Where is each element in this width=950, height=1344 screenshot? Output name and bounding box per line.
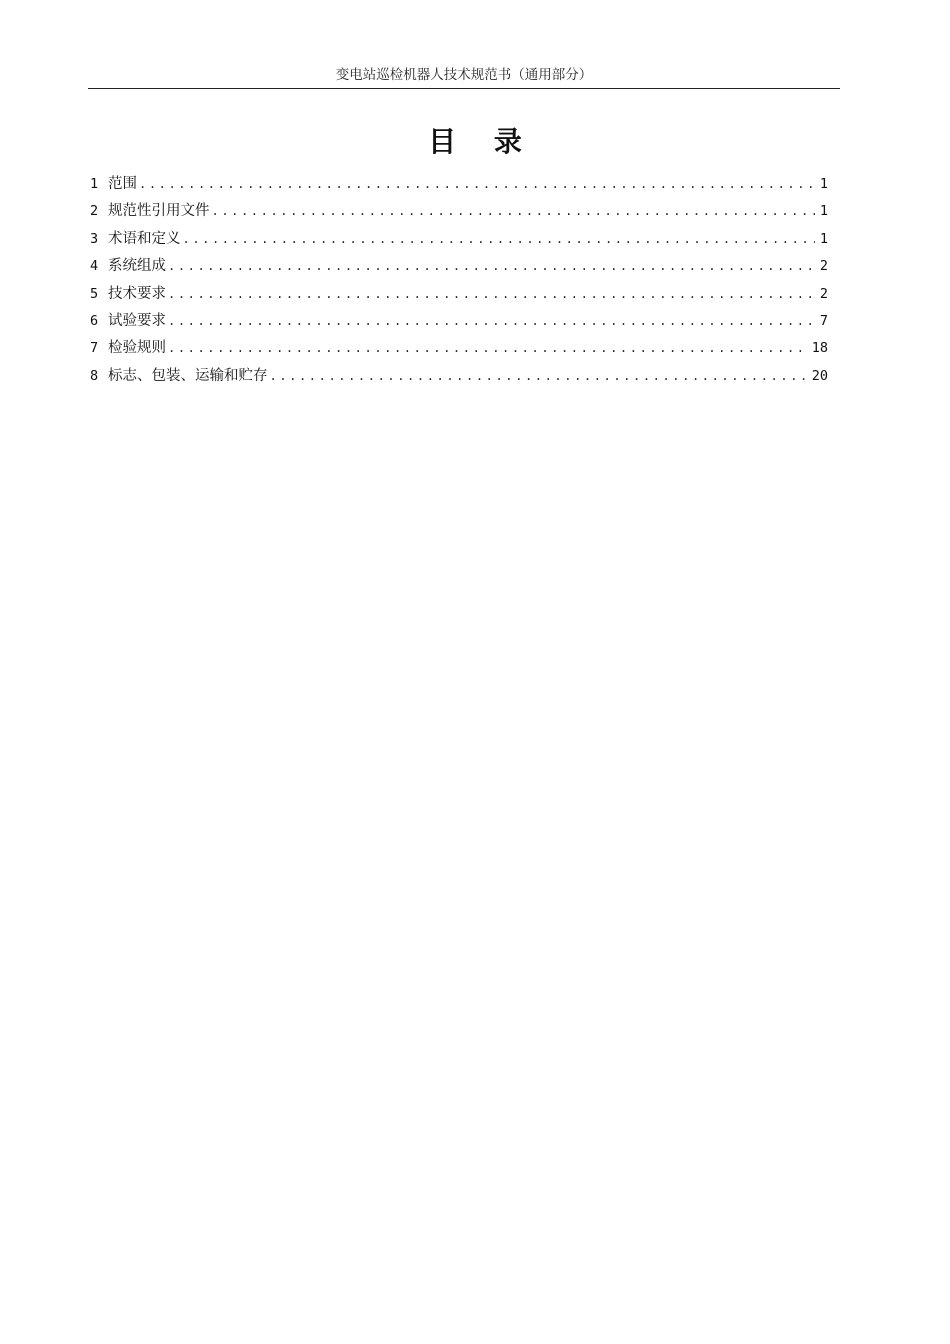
toc-entry-number: 1 xyxy=(90,176,99,192)
dot-leader xyxy=(168,309,815,333)
toc-entry-6[interactable] xyxy=(90,309,828,336)
toc-entry-page: 20 xyxy=(811,367,828,384)
toc-entry-5[interactable] xyxy=(90,282,828,309)
dot-leader xyxy=(212,199,816,223)
toc-entry-page: 1 xyxy=(819,203,828,220)
toc-entry-number: 6 xyxy=(90,312,99,329)
toc-entry-number: 8 xyxy=(90,367,99,384)
toc-entry-title: 标志、包装、运输和贮存 xyxy=(108,367,268,384)
dot-leader xyxy=(168,336,809,360)
toc-entry-page: 1 xyxy=(819,176,828,192)
toc-entry-title: 术语和定义 xyxy=(108,230,181,247)
dot-leader xyxy=(168,254,815,278)
toc-entry-number: 3 xyxy=(90,230,99,247)
table-of-contents xyxy=(90,172,828,391)
toc-entry-4[interactable] xyxy=(90,254,828,281)
toc-entry-title: 范围 xyxy=(108,176,137,192)
toc-entry-3[interactable] xyxy=(90,227,828,254)
toc-entry-number: 7 xyxy=(90,340,99,357)
toc-entry-number: 4 xyxy=(90,258,99,275)
toc-entry-7[interactable] xyxy=(90,336,828,363)
running-header-text: 变电站巡检机器人技术规范书（通用部分） xyxy=(335,67,593,83)
toc-entry-number: 5 xyxy=(90,285,99,302)
toc-entry-page: 1 xyxy=(819,230,828,247)
toc-entry-1[interactable] xyxy=(90,172,828,199)
toc-entry-page: 18 xyxy=(811,340,828,357)
toc-entry-page: 7 xyxy=(819,312,828,329)
toc-entry-title: 检验规则 xyxy=(108,340,166,357)
toc-entry-page: 2 xyxy=(819,258,828,275)
dot-leader xyxy=(270,364,809,388)
toc-entry-2[interactable] xyxy=(90,199,828,226)
toc-entry-number: 2 xyxy=(90,203,99,220)
dot-leader xyxy=(183,227,816,251)
toc-entry-title: 系统组成 xyxy=(108,258,166,275)
page-title: 目 录 xyxy=(428,125,536,158)
toc-entry-title: 规范性引用文件 xyxy=(108,203,210,220)
dot-leader xyxy=(139,172,815,196)
dot-leader xyxy=(168,282,815,306)
toc-entry-title: 试验要求 xyxy=(108,312,166,329)
toc-entry-title: 技术要求 xyxy=(108,285,166,302)
toc-entry-8[interactable] xyxy=(90,364,828,391)
running-header xyxy=(88,66,840,89)
toc-entry-page: 2 xyxy=(819,285,828,302)
